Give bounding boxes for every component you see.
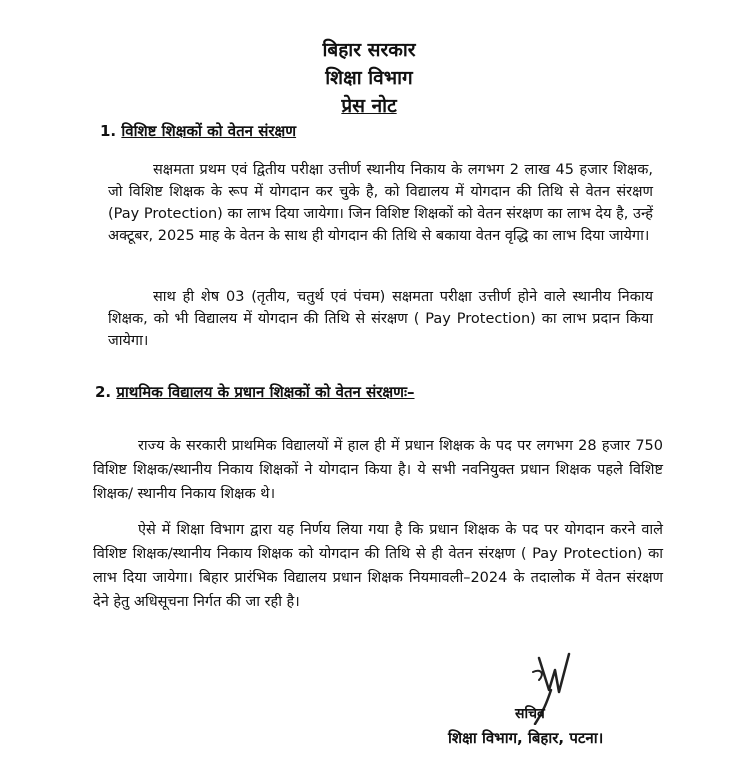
- section-1-heading: [100, 121, 296, 141]
- section-1-number: 1.: [100, 122, 117, 140]
- section-2-heading: [95, 382, 415, 402]
- signatory-office: शिक्षा विभाग, बिहार, पटना।: [448, 729, 604, 747]
- section-2-number: 2.: [95, 383, 112, 401]
- section-2-paragraph-1: राज्य के सरकारी प्राथमिक विद्यालयों में हाल ही में प्रधान शिक्षक के पद पर लगभग 28 हजार 750 विशिष्ट शिक्षक/स्थानीय निकाय शिक्षकों ने योगदान किया है। ये सभी नवनियुक्त प्रधान शिक्षक पहले विशिष्ट शिक्षक/ स्थानीय निकाय शिक्षक थे।: [93, 438, 663, 502]
- section-2-title: प्राथमिक विद्यालय के प्रधान शिक्षकों को वेतन संरक्षणः–: [116, 383, 415, 401]
- doc-type-title: प्रेस नोट: [341, 95, 397, 117]
- govt-title: बिहार सरकार: [322, 39, 416, 61]
- signatory-designation: सचिव: [515, 706, 545, 722]
- dept-title: शिक्षा विभाग: [325, 67, 413, 89]
- section-1-paragraph-1: सक्षमता प्रथम एवं द्वितीय परीक्षा उत्तीर्ण स्थानीय निकाय के लगभग 2 लाख 45 हजार शिक्षक, जो विशिष्ट शिक्षक के रूप में योगदान कर चुके है, को विद्यालय में योगदान की तिथि से वेतन संरक्षण (Pay Protection) का लाभ दिया जायेगा। जिन विशिष्ट शिक्षकों को वेतन संरक्षण का लाभ देय है, उन्हें अक्टूबर, 2025 माह के वेतन के साथ ही योगदान की तिथि से बकाया वेतन वृद्धि का लाभ दिया जायेगा।: [108, 162, 653, 244]
- section-1-title: विशिष्ट शिक्षकों को वेतन संरक्षण: [121, 122, 297, 140]
- section-1-paragraph-2: साथ ही शेष 03 (तृतीय, चतुर्थ एवं पंचम) सक्षमता परीक्षा उत्तीर्ण होने वाले स्थानीय निकाय शिक्षक, को भी विद्यालय में योगदान की तिथि से संरक्षण ( Pay Protection) का लाभ प्रदान किया जायेगा।: [108, 289, 653, 349]
- section-2-paragraph-2: ऐसे में शिक्षा विभाग द्वारा यह निर्णय लिया गया है कि प्रधान शिक्षक के पद पर योगदान करने वाले विशिष्ट शिक्षक/स्थानीय निकाय शिक्षक को योगदान की तिथि से ही वेतन संरक्षण ( Pay Protection) का लाभ दिया जायेगा। बिहार प्रारंभिक विद्यालय प्रधान शिक्षक नियमावली–2024 के तदालोक में वेतन संरक्षण देने हेतु अधिसूचना निर्गत की जा रही है।: [93, 522, 663, 610]
